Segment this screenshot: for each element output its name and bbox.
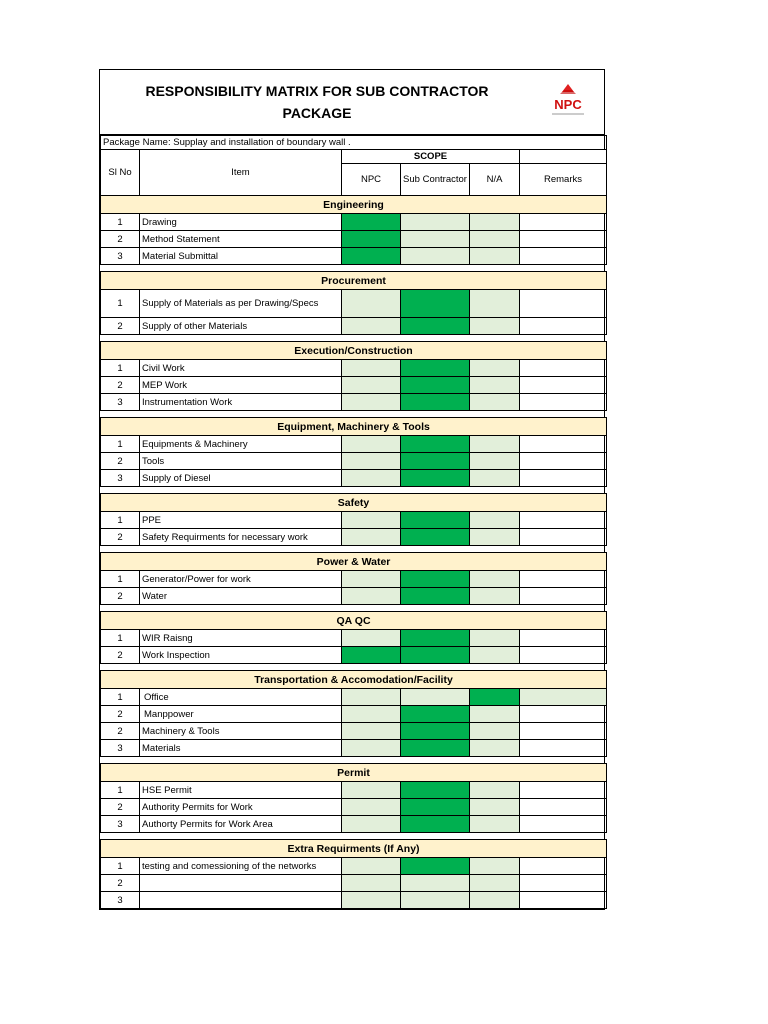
table-row xyxy=(101,290,607,318)
table-row xyxy=(101,740,607,757)
remarks-cell xyxy=(520,470,607,487)
section-title: Safety xyxy=(101,494,607,512)
section-header xyxy=(101,764,607,782)
row-number: 2 xyxy=(101,647,140,664)
npc-cell xyxy=(342,858,401,875)
npc-cell xyxy=(342,706,401,723)
section-title: Engineering xyxy=(101,196,607,214)
npc-cell xyxy=(342,214,401,231)
section-spacer xyxy=(101,487,607,494)
row-number: 3 xyxy=(101,248,140,265)
sub-contractor-cell xyxy=(401,782,470,799)
row-number: 2 xyxy=(101,588,140,605)
row-item: Supply of Materials as per Drawing/Specs xyxy=(140,290,342,318)
row-item: Method Statement xyxy=(140,231,342,248)
row-item: Machinery & Tools xyxy=(140,723,342,740)
sub-contractor-cell xyxy=(401,214,470,231)
row-number: 3 xyxy=(101,740,140,757)
na-cell xyxy=(470,453,520,470)
table-row xyxy=(101,377,607,394)
row-number: 1 xyxy=(101,360,140,377)
na-cell xyxy=(470,214,520,231)
na-cell xyxy=(470,782,520,799)
sub-contractor-cell xyxy=(401,453,470,470)
npc-cell xyxy=(342,248,401,265)
na-cell xyxy=(470,470,520,487)
row-item: Work Inspection xyxy=(140,647,342,664)
remarks-cell xyxy=(520,782,607,799)
npc-cell xyxy=(342,290,401,318)
remarks-cell xyxy=(520,377,607,394)
spacer-cell xyxy=(101,605,607,612)
na-cell xyxy=(470,588,520,605)
table-row xyxy=(101,892,607,909)
row-number: 2 xyxy=(101,453,140,470)
row-item: Equipments & Machinery xyxy=(140,436,342,453)
row-item: Office xyxy=(140,689,342,706)
header-npc: NPC xyxy=(342,164,401,196)
row-item: testing and comessioning of the networks xyxy=(140,858,342,875)
spacer-cell xyxy=(101,757,607,764)
row-number: 3 xyxy=(101,470,140,487)
section-header xyxy=(101,196,607,214)
table-row xyxy=(101,453,607,470)
remarks-cell xyxy=(520,875,607,892)
na-cell xyxy=(470,318,520,335)
row-number: 2 xyxy=(101,318,140,335)
row-number: 1 xyxy=(101,214,140,231)
table-row xyxy=(101,799,607,816)
na-cell xyxy=(470,689,520,706)
sub-contractor-cell xyxy=(401,875,470,892)
table-row xyxy=(101,782,607,799)
na-cell xyxy=(470,512,520,529)
row-number: 1 xyxy=(101,436,140,453)
spacer-cell xyxy=(101,487,607,494)
row-number: 3 xyxy=(101,892,140,909)
npc-cell xyxy=(342,816,401,833)
table-row xyxy=(101,588,607,605)
npc-cell xyxy=(342,892,401,909)
sub-contractor-cell xyxy=(401,436,470,453)
header-na: N/A xyxy=(470,164,520,196)
remarks-cell xyxy=(520,858,607,875)
remarks-cell xyxy=(520,647,607,664)
table-row xyxy=(101,647,607,664)
row-number: 2 xyxy=(101,231,140,248)
spacer-cell xyxy=(101,265,607,272)
section-title: QA QC xyxy=(101,612,607,630)
na-cell xyxy=(470,647,520,664)
remarks-cell xyxy=(520,529,607,546)
na-cell xyxy=(470,360,520,377)
row-item: Material Submittal xyxy=(140,248,342,265)
section-spacer xyxy=(101,335,607,342)
npc-cell xyxy=(342,571,401,588)
sub-contractor-cell xyxy=(401,630,470,647)
na-cell xyxy=(470,630,520,647)
table-row xyxy=(101,875,607,892)
npc-cell xyxy=(342,630,401,647)
row-number: 1 xyxy=(101,689,140,706)
header-remarks: Remarks xyxy=(520,164,607,196)
table-row xyxy=(101,231,607,248)
npc-cell xyxy=(342,740,401,757)
na-cell xyxy=(470,740,520,757)
row-item: Safety Requirments for necessary work xyxy=(140,529,342,546)
remarks-cell xyxy=(520,799,607,816)
remarks-cell xyxy=(520,290,607,318)
row-number: 2 xyxy=(101,723,140,740)
row-item: Manppower xyxy=(140,706,342,723)
na-cell xyxy=(470,571,520,588)
remarks-cell xyxy=(520,214,607,231)
row-number: 3 xyxy=(101,394,140,411)
sub-contractor-cell xyxy=(401,290,470,318)
package-name: Package Name: Supplay and installation of boundary wall . xyxy=(101,136,607,150)
section-header xyxy=(101,418,607,436)
row-number: 2 xyxy=(101,706,140,723)
row-item xyxy=(140,892,342,909)
table-row xyxy=(101,470,607,487)
section-title: Transportation & Accomodation/Facility xyxy=(101,671,607,689)
sub-contractor-cell xyxy=(401,706,470,723)
sub-contractor-cell xyxy=(401,816,470,833)
row-number: 1 xyxy=(101,512,140,529)
header-scope: SCOPE xyxy=(342,150,520,164)
sub-contractor-cell xyxy=(401,318,470,335)
npc-cell xyxy=(342,436,401,453)
remarks-cell xyxy=(520,588,607,605)
section-spacer xyxy=(101,605,607,612)
table-row xyxy=(101,436,607,453)
row-item: Supply of other Materials xyxy=(140,318,342,335)
section-spacer xyxy=(101,757,607,764)
sub-contractor-cell xyxy=(401,689,470,706)
npc-cell xyxy=(342,689,401,706)
section-title: Power & Water xyxy=(101,553,607,571)
npc-cell xyxy=(342,782,401,799)
row-item: MEP Work xyxy=(140,377,342,394)
na-cell xyxy=(470,377,520,394)
row-item: Drawing xyxy=(140,214,342,231)
table-row xyxy=(101,689,607,706)
npc-cell xyxy=(342,360,401,377)
row-item: Materials xyxy=(140,740,342,757)
svg-text:NPC: NPC xyxy=(554,97,582,112)
npc-cell xyxy=(342,529,401,546)
na-cell xyxy=(470,529,520,546)
section-header xyxy=(101,553,607,571)
table-row xyxy=(101,858,607,875)
matrix-table xyxy=(100,135,607,909)
table-row xyxy=(101,394,607,411)
na-cell xyxy=(470,248,520,265)
sub-contractor-cell xyxy=(401,740,470,757)
na-cell xyxy=(470,290,520,318)
sub-contractor-cell xyxy=(401,892,470,909)
sub-contractor-cell xyxy=(401,588,470,605)
remarks-cell xyxy=(520,512,607,529)
sub-contractor-cell xyxy=(401,360,470,377)
row-number: 1 xyxy=(101,782,140,799)
npc-cell xyxy=(342,647,401,664)
section-title: Procurement xyxy=(101,272,607,290)
table-row xyxy=(101,630,607,647)
npc-cell xyxy=(342,588,401,605)
remarks-cell xyxy=(520,231,607,248)
na-cell xyxy=(470,231,520,248)
na-cell xyxy=(470,816,520,833)
section-spacer xyxy=(101,664,607,671)
page-title xyxy=(100,80,534,124)
remarks-cell xyxy=(520,360,607,377)
remarks-cell xyxy=(520,453,607,470)
table-row xyxy=(101,529,607,546)
remarks-cell xyxy=(520,723,607,740)
table-row xyxy=(101,706,607,723)
spacer-cell xyxy=(101,335,607,342)
npc-cell xyxy=(342,394,401,411)
row-number: 3 xyxy=(101,816,140,833)
remarks-cell xyxy=(520,248,607,265)
row-item: HSE Permit xyxy=(140,782,342,799)
sub-contractor-cell xyxy=(401,248,470,265)
npc-cell xyxy=(342,453,401,470)
section-header xyxy=(101,840,607,858)
row-item xyxy=(140,875,342,892)
remarks-cell xyxy=(520,318,607,335)
spacer-cell xyxy=(101,411,607,418)
sub-contractor-cell xyxy=(401,470,470,487)
na-cell xyxy=(470,436,520,453)
header-sl-no: Sl No xyxy=(101,150,140,196)
section-spacer xyxy=(101,833,607,840)
row-number: 2 xyxy=(101,799,140,816)
row-number: 1 xyxy=(101,571,140,588)
spacer-cell xyxy=(101,546,607,553)
section-title: Extra Requirments (If Any) xyxy=(101,840,607,858)
npc-cell xyxy=(342,875,401,892)
section-header xyxy=(101,272,607,290)
row-item: Instrumentation Work xyxy=(140,394,342,411)
remarks-cell xyxy=(520,689,607,706)
spacer-cell xyxy=(101,664,607,671)
spacer-cell xyxy=(101,833,607,840)
title-line-2: PACKAGE xyxy=(282,105,352,121)
sub-contractor-cell xyxy=(401,231,470,248)
section-header xyxy=(101,494,607,512)
row-item: PPE xyxy=(140,512,342,529)
na-cell xyxy=(470,723,520,740)
row-item: Authority Permits for Work xyxy=(140,799,342,816)
na-cell xyxy=(470,706,520,723)
na-cell xyxy=(470,875,520,892)
npc-cell xyxy=(342,231,401,248)
row-number: 2 xyxy=(101,875,140,892)
row-number: 1 xyxy=(101,290,140,318)
remarks-cell xyxy=(520,706,607,723)
remarks-cell xyxy=(520,394,607,411)
row-item: Civil Work xyxy=(140,360,342,377)
title-line-1: RESPONSIBILITY MATRIX FOR SUB CONTRACTOR xyxy=(145,83,489,99)
npc-cell xyxy=(342,723,401,740)
remarks-cell xyxy=(520,630,607,647)
section-title: Execution/Construction xyxy=(101,342,607,360)
table-row xyxy=(101,360,607,377)
sub-contractor-cell xyxy=(401,529,470,546)
sub-contractor-cell xyxy=(401,723,470,740)
table-row xyxy=(101,571,607,588)
sub-contractor-cell xyxy=(401,512,470,529)
row-number: 1 xyxy=(101,630,140,647)
sub-contractor-cell xyxy=(401,377,470,394)
table-row xyxy=(101,723,607,740)
table-row xyxy=(101,248,607,265)
section-spacer xyxy=(101,411,607,418)
header-sub-contractor: Sub Contractor xyxy=(401,164,470,196)
section-title: Permit xyxy=(101,764,607,782)
section-spacer xyxy=(101,265,607,272)
table-row xyxy=(101,512,607,529)
npc-cell xyxy=(342,470,401,487)
sub-contractor-cell xyxy=(401,647,470,664)
row-item: Authorty Permits for Work Area xyxy=(140,816,342,833)
remarks-cell xyxy=(520,892,607,909)
row-number: 2 xyxy=(101,377,140,394)
npc-cell xyxy=(342,512,401,529)
table-row xyxy=(101,318,607,335)
header-scope-filler xyxy=(520,150,607,164)
npc-cell xyxy=(342,377,401,394)
sub-contractor-cell xyxy=(401,799,470,816)
npc-cell xyxy=(342,799,401,816)
responsibility-matrix-sheet xyxy=(99,69,605,910)
section-header xyxy=(101,671,607,689)
section-header xyxy=(101,342,607,360)
section-header xyxy=(101,612,607,630)
sub-contractor-cell xyxy=(401,571,470,588)
row-item: Supply of Diesel xyxy=(140,470,342,487)
remarks-cell xyxy=(520,816,607,833)
row-item: Generator/Power for work xyxy=(140,571,342,588)
row-number: 1 xyxy=(101,858,140,875)
section-spacer xyxy=(101,546,607,553)
remarks-cell xyxy=(520,436,607,453)
sub-contractor-cell xyxy=(401,858,470,875)
na-cell xyxy=(470,799,520,816)
na-cell xyxy=(470,858,520,875)
row-item: WIR Raisng xyxy=(140,630,342,647)
section-title: Equipment, Machinery & Tools xyxy=(101,418,607,436)
row-item: Water xyxy=(140,588,342,605)
table-row xyxy=(101,816,607,833)
na-cell xyxy=(470,892,520,909)
na-cell xyxy=(470,394,520,411)
header-item: Item xyxy=(140,150,342,196)
sub-contractor-cell xyxy=(401,394,470,411)
remarks-cell xyxy=(520,740,607,757)
row-item: Tools xyxy=(140,453,342,470)
title-bar xyxy=(100,70,604,135)
npc-logo xyxy=(546,82,590,118)
npc-cell xyxy=(342,318,401,335)
remarks-cell xyxy=(520,571,607,588)
table-row xyxy=(101,214,607,231)
row-number: 2 xyxy=(101,529,140,546)
